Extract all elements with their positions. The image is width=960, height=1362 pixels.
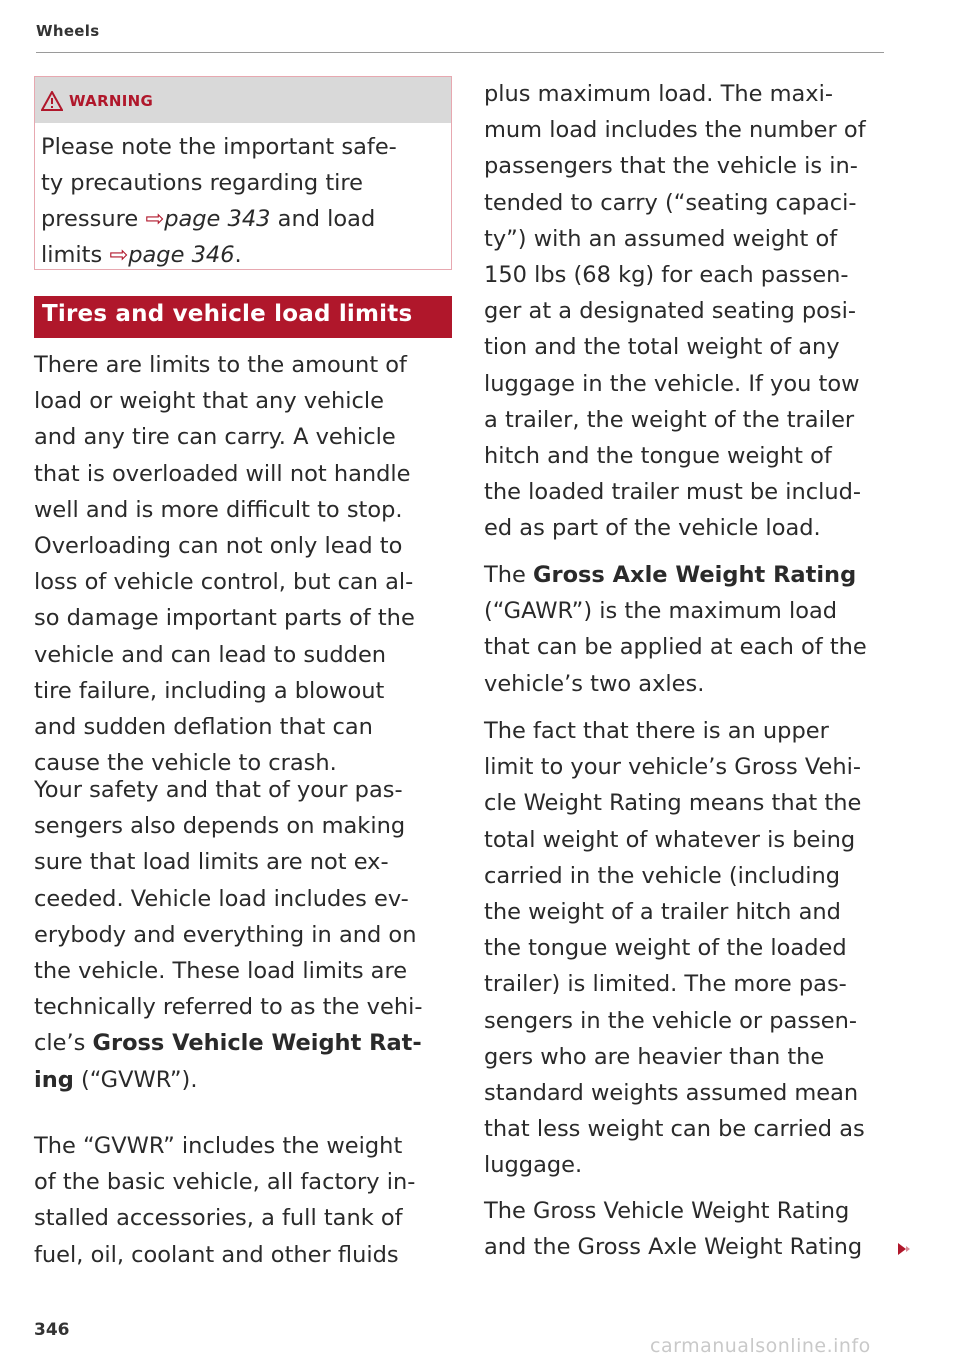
warning-line: limits ⇨page 346. (41, 242, 242, 268)
left-paragraph-2: Your safety and that of your pas- sengers also depends on making sure that load limits are not ex- ceeded. Vehicle load includes ev- erybody and everything in and on the vehicle. These load limits are technically referred to as the vehi- cle’s Gross Vehicle Weight Rat- ing (“GVWR”). (34, 777, 423, 1093)
header-divider (36, 52, 884, 53)
warning-line: pressure ⇨page 343 and load (41, 206, 376, 232)
right-paragraph-2: The Gross Axle Weight Rating (“GAWR”) is the maximum load that can be applied at each of the vehicle’s two axles. (484, 562, 867, 697)
page-number: 346 (34, 1320, 70, 1340)
warning-box (34, 76, 452, 270)
arrow-right-icon: ⇨ (109, 242, 129, 268)
right-paragraph-4: The Gross Vehicle Weight Rating and the Gross Axle Weight Rating (484, 1198, 863, 1261)
warning-title: WARNING (69, 92, 154, 110)
warning-triangle-icon (41, 91, 63, 111)
term-gawr: Gross Axle Weight Rating (533, 562, 857, 588)
right-paragraph-1: plus maximum load. The maxi- mum load includes the number of passengers that the vehicle is in- tended to carry (“seating capaci- ty”) with an assumed weight of 150 lbs (68 kg) for each passen- ger at a designated seating posi- tion and the total weight of any luggage in the vehicle. If you tow a trailer, the weight of the trailer hitch and the tongue weight of the loaded trailer must be includ- ed as part of the vehicle load. (484, 81, 866, 542)
left-paragraph-1: There are limits to the amount of load or weight that any vehicle and any tire can carry. A vehicle that is overloaded will not handle well and is more difficult to stop. Overloading can not only lead to loss of vehicle control, but can al- so damage important parts of the vehicle and can lead to sudden tire failure, including a blowout and sudden deflation that can cause the vehicle to crash. (34, 352, 415, 777)
term-gvwr: Gross Vehicle Weight Rat- (92, 1030, 422, 1057)
right-paragraph-3: The fact that there is an upper limit to your vehicle’s Gross Vehi- cle Weight Rating means that the total weight of whatever is being carried in the vehicle (including the weight of a trailer hitch and the tongue weight of the loaded trailer) is limited. The more pas- sengers in the vehicle or passen- gers who are heavier than the standard weights assumed mean that less weight can be carried as luggage. (484, 718, 865, 1179)
warning-header (35, 77, 451, 123)
section-title: Tires and vehicle load limits (42, 301, 413, 327)
left-paragraph-3: The “GVWR” includes the weight of the basic vehicle, all factory in- stalled accessories, a full tank of fuel, oil, coolant and other fluids (34, 1133, 416, 1268)
continued-arrow-icon (898, 1243, 912, 1255)
warning-line: Please note the important safe- (41, 134, 397, 160)
page-header-label: Wheels (36, 22, 100, 40)
section-heading-bar (34, 296, 452, 338)
term-gvwr-cont: ing (34, 1066, 74, 1093)
arrow-right-icon: ⇨ (145, 206, 165, 232)
warning-line: ty precautions regarding tire (41, 170, 363, 196)
watermark: carmanualsonline.info (650, 1335, 871, 1357)
warning-text (35, 123, 451, 273)
page-reference-link[interactable]: ⇨page 346 (109, 242, 235, 268)
page-reference-link[interactable]: ⇨page 343 (145, 206, 271, 232)
